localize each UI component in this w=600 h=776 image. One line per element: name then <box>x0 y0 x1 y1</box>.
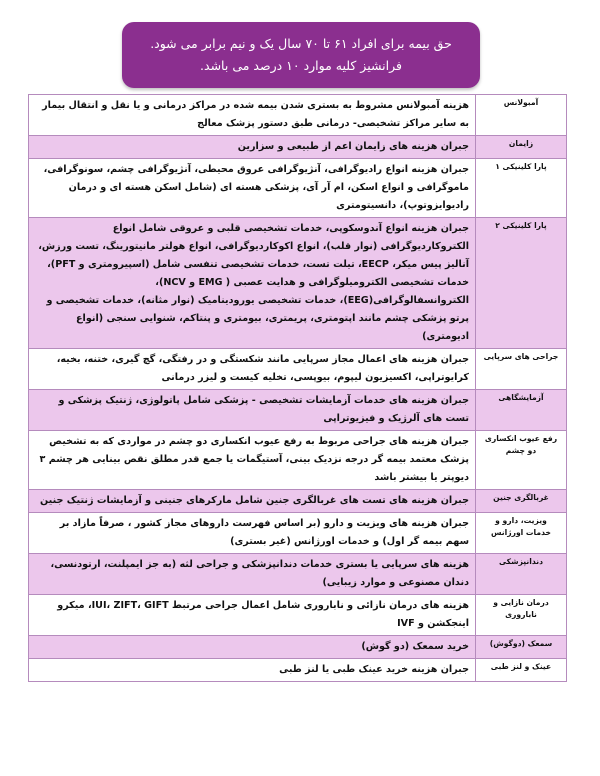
coverage-description: هزینه های سرپایی یا بستری خدمات دندانپزشکی و جراحی لثه (به جز ایمپلنت، ارتودنسی، دندان مصنوعی و موارد زیبایی) <box>29 554 476 595</box>
coverage-table <box>28 94 567 682</box>
table-row <box>29 636 567 659</box>
table-row <box>29 659 567 682</box>
table-row <box>29 159 567 218</box>
coverage-category: غربالگری جنین <box>476 490 567 513</box>
coverage-description: جبران هزینه های ویزیت و دارو (بر اساس فهرست داروهای مجاز کشور ، صرفاً مازاد بر سهم بیمه گر اول) و خدمات اورژانس (غیر بستری) <box>29 513 476 554</box>
table-row <box>29 349 567 390</box>
coverage-description: جبران هزینه انواع آندوسکوپی، خدمات تشخیصی قلبی و عروقی شامل انواع الکتروکاردیوگرافی (نوار قلب)، انواع اکوکاردیوگرافی، انواع هولتر مانیتورینگ، تست ورزش، آنالیز پیس میکر، EECP، تیلت تست، خدمات تشخیصی تنفسی شامل (اسپیرومتری و PFT)، خدمات تشخیصی الکترومیلوگرافی و هدایت عصبی ( EMG و NCV)، الکتروانسفالوگرافی(EEG)، خدمات تشخیصی یورودینامیک (نوار مثانه)، خدمات تشخیصی و پرتو پزشکی چشم مانند اپتومتری، پریمتری، بیومتری و پنتاکم، شنوایی سنجی (انواع ادیومتری) <box>29 218 476 349</box>
coverage-category: جراحی های سرپایی <box>476 349 567 390</box>
table-row <box>29 431 567 490</box>
coverage-description: خرید سمعک (دو گوش) <box>29 636 476 659</box>
coverage-description: هزینه های درمان نازائی و ناباروری شامل اعمال جراحی مرتبط IUI، ZIFT، GIFT، میکرو اینجکشن و IVF <box>29 595 476 636</box>
table-row <box>29 490 567 513</box>
coverage-description: جبران هزینه های تست های غربالگری جنین شامل مارکرهای جنینی و آزمایشات ژنتیک جنین <box>29 490 476 513</box>
coverage-category: پارا کلینیکی ۱ <box>476 159 567 218</box>
table-row <box>29 595 567 636</box>
table-row <box>29 95 567 136</box>
coverage-category: رفع عیوب انکساری دو چشم <box>476 431 567 490</box>
coverage-description: جبران هزینه های جراحی مربوط به رفع عیوب انکساری دو چشم در مواردی که به تشخیص پزشک معتمد بیمه گر درجه نزدیک بینی، آستیگمات یا جمع قدر مطلق نقص بینایی هر چشم ۳ دیوپتر یا بیشتر باشد <box>29 431 476 490</box>
info-banner <box>122 22 480 88</box>
coverage-description: جبران هزینه های اعمال مجاز سرپایی مانند شکستگی و در رفتگی، گچ گیری، ختنه، بخیه، کرایوتراپی، اکسیزیون لیپوم، بیوپسی، تخلیه کیست و لیزر درمانی <box>29 349 476 390</box>
table-row <box>29 554 567 595</box>
coverage-category: دندانپزشکی <box>476 554 567 595</box>
table-row <box>29 218 567 349</box>
coverage-category: عینک و لنز طبی <box>476 659 567 682</box>
coverage-category: پارا کلینیکی ۲ <box>476 218 567 349</box>
banner-line-premium: حق بیمه برای افراد ۶۱ تا ۷۰ سال یک و نیم برابر می شود. <box>150 36 452 51</box>
table-row <box>29 136 567 159</box>
coverage-description: هزینه آمبولانس مشروط به بستری شدن بیمه شده در مراکز درمانی و یا نقل و انتقال بیمار به سایر مراکز تشخیصی- درمانی طبق دستور پزشک معالج <box>29 95 476 136</box>
coverage-description: جبران هزینه های خدمات آزمایشات تشخیصی - پزشکی شامل پاتولوژی، ژنتیک پزشکی و تست های آلرژیک و فیزیوتراپی <box>29 390 476 431</box>
coverage-category: زایمان <box>476 136 567 159</box>
coverage-description: جبران هزینه خرید عینک طبی یا لنز طبی <box>29 659 476 682</box>
table-row <box>29 390 567 431</box>
coverage-category: آزمایشگاهی <box>476 390 567 431</box>
table-row <box>29 513 567 554</box>
coverage-category: سمعک (دوگوش) <box>476 636 567 659</box>
coverage-category: آمبولانس <box>476 95 567 136</box>
banner-line-deductible: فرانشیز کلیه موارد ۱۰ درصد می باشد. <box>200 58 402 73</box>
coverage-category: ویزیت، دارو و خدمات اورژانس <box>476 513 567 554</box>
coverage-description: جبران هزینه های زایمان اعم از طبیعی و سزارین <box>29 136 476 159</box>
coverage-description: جبران هزینه انواع رادیوگرافی، آنژیوگرافی عروق محیطی، آنژیوگرافی چشم، سونوگرافی، ماموگرافی و انواع اسکن، ام آر آی، پزشکی هسته ای (شامل اسکن هسته ای و درمان رادیوایزوتوپ)، دانسیتومتری <box>29 159 476 218</box>
coverage-category: درمان نازایی و ناباروری <box>476 595 567 636</box>
